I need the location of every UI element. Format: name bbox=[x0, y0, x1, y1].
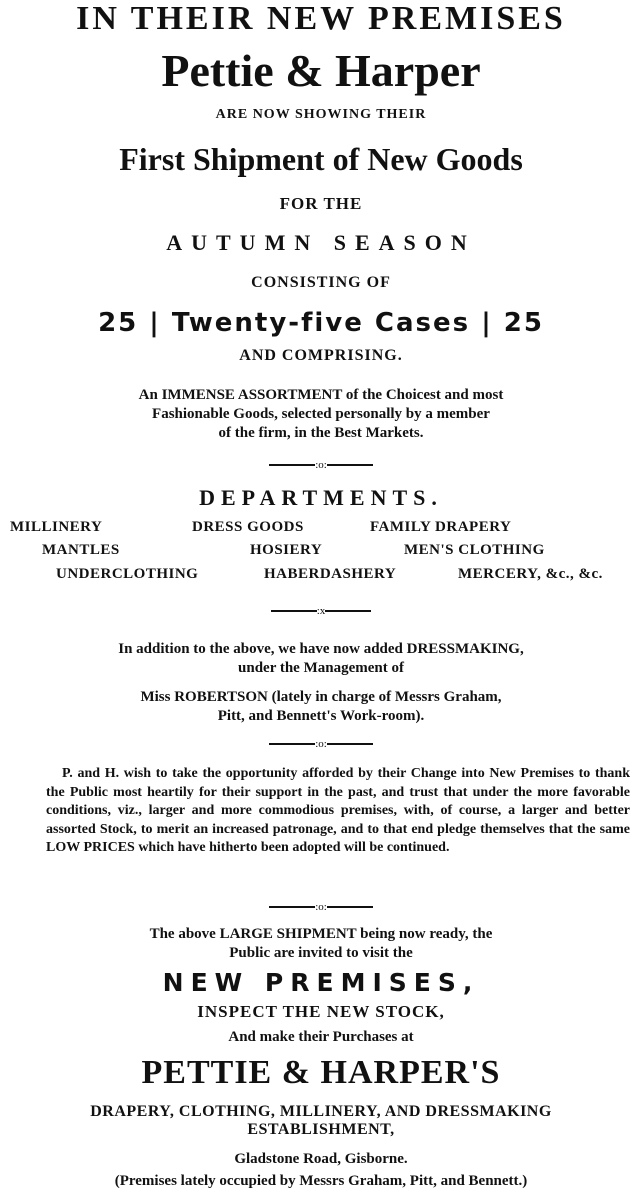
headline: IN THEIR NEW PREMISES bbox=[76, 0, 566, 37]
department-haberdashery: HABERDASHERY bbox=[264, 566, 397, 582]
establishment-line-1: DRAPERY, CLOTHING, MILLINERY, AND DRESSMAKING bbox=[90, 1103, 552, 1120]
department-underclothing: UNDERCLOTHING bbox=[56, 566, 199, 582]
inspect-line: INSPECT THE NEW STOCK, bbox=[197, 1002, 445, 1021]
dressmaking-line-2: under the Management of bbox=[238, 660, 404, 676]
department-dress-goods: DRESS GOODS bbox=[192, 519, 304, 535]
purchases-line: And make their Purchases at bbox=[228, 1029, 414, 1045]
establishment-line-2: ESTABLISHMENT, bbox=[247, 1121, 395, 1138]
assortment-line-2: Fashionable Goods, selected personally by a member bbox=[152, 406, 490, 422]
store-name: PETTIE & HARPER'S bbox=[141, 1054, 501, 1091]
robertson-line-2: Pitt, and Bennett's Work-room). bbox=[217, 708, 425, 724]
season-title: AUTUMN SEASON bbox=[166, 230, 476, 255]
consisting-line: CONSISTING OF bbox=[251, 274, 391, 291]
showing-line: ARE NOW SHOWING THEIR bbox=[215, 107, 427, 122]
robertson-line-1: Miss ROBERTSON (lately in charge of Messrs Graham, bbox=[140, 689, 502, 705]
assortment-line-3: of the firm, in the Best Markets. bbox=[218, 425, 424, 441]
divider-2: :x bbox=[0, 605, 642, 617]
department-family-drapery: FAMILY DRAPERY bbox=[370, 519, 512, 535]
divider-3: :o: bbox=[0, 738, 642, 750]
address-line: Gladstone Road, Gisborne. bbox=[234, 1151, 408, 1167]
invite-line-1: The above LARGE SHIPMENT being now ready, the bbox=[149, 926, 493, 942]
divider-1: :o: bbox=[0, 459, 642, 471]
department-mantles: MANTLES bbox=[42, 542, 120, 558]
department-mens-clothing: MEN'S CLOTHING bbox=[404, 542, 545, 558]
cases-banner: 25 | Twenty-five Cases | 25 bbox=[98, 308, 544, 338]
dressmaking-line-1: In addition to the above, we have now added DRESSMAKING, bbox=[118, 641, 524, 657]
department-millinery: MILLINERY bbox=[10, 519, 103, 535]
department-mercery: MERCERY, &c., &c. bbox=[458, 566, 603, 582]
shipment-title: First Shipment of New Goods bbox=[119, 141, 523, 177]
notice-paragraph: P. and H. wish to take the opportunity afforded by their Change into New Premises to thank the Public most heartily for their support in the past, and trust that under the more favorable conditions, viz., larger and more commodious premises, with, of course, a larger and better assorted Stock, to merit an increased patronage, and to that end pledge themselves that the same LOW PRICES which have hitherto been adopted will be continued. bbox=[46, 766, 630, 855]
previous-occupant-line: (Premises lately occupied by Messrs Graham, Pitt, and Bennett.) bbox=[114, 1173, 528, 1189]
invite-line-2: Public are invited to visit the bbox=[229, 945, 413, 961]
divider-4: :o: bbox=[0, 901, 642, 913]
firm-name: Pettie & Harper bbox=[161, 45, 481, 96]
comprising-line: AND COMPRISING. bbox=[239, 347, 403, 364]
departments-heading: DEPARTMENTS. bbox=[199, 485, 443, 510]
new-premises-banner: NEW PREMISES, bbox=[162, 968, 480, 997]
department-hosiery: HOSIERY bbox=[250, 542, 323, 558]
for-the-line: FOR THE bbox=[279, 194, 363, 213]
assortment-line-1: An IMMENSE ASSORTMENT of the Choicest and most bbox=[138, 387, 504, 403]
